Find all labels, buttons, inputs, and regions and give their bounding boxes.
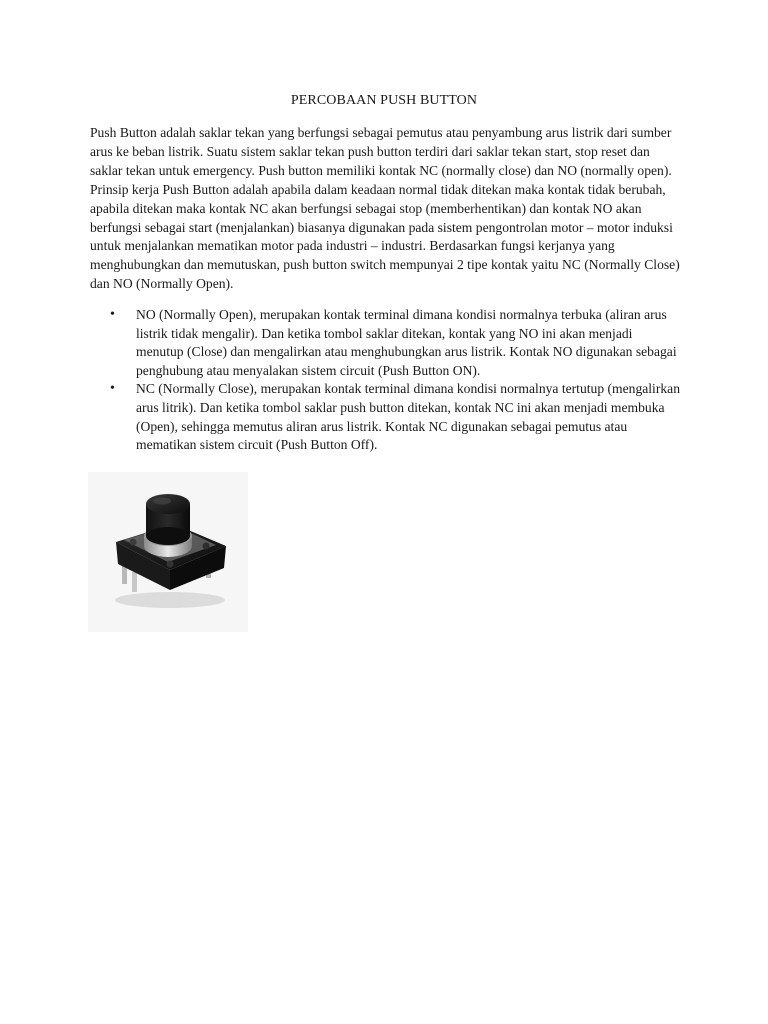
push-button-image	[88, 472, 248, 632]
page-title: PERCOBAAN PUSH BUTTON	[290, 93, 478, 108]
bullet-icon: •	[110, 381, 115, 397]
push-button-illustration-icon	[88, 472, 248, 632]
bullet-icon: •	[110, 307, 115, 322]
bullet-text-nc: NC (Normally Close), merupakan kontak terminal dimana kondisi normalnya tertutup (mengalirkan arus litrik). Dan ketika tombol saklar push button ditekan, kontak NC ini akan menjadi membuka (Open), sehingga memutus aliran arus listrik. Kontak NC digunakan sebagai pemutus atau mematikan sistem circuit (Push Button Off).	[136, 381, 680, 453]
list-item	[90, 306, 682, 380]
bullet-text-no: NO (Normally Open), merupakan kontak terminal dimana kondisi normalnya terbuka (aliran arus listrik tidak mengalir). Dan ketika tombol saklar ditekan, kontak yang NO ini akan menjadi menutup (Close) dan mengalirkan atau menghubungkan arus listrik. Kontak NO digunakan sebagai penghubung atau menyalakan sistem circuit (Push Button ON).	[136, 307, 677, 378]
list-item	[90, 380, 682, 454]
bullet-list	[90, 306, 682, 455]
intro-paragraph: Push Button adalah saklar tekan yang berfungsi sebagai pemutus atau penyambung arus listrik dari sumber arus ke beban listrik. Suatu sistem saklar tekan push button terdiri dari saklar tekan start, stop reset dan saklar tekan untuk emergency. Push button memiliki kontak NC (normally close) dan NO (normally open). Prinsip kerja Push Button adalah apabila dalam keadaan normal tidak ditekan maka kontak tidak berubah, apabila ditekan maka kontak NC akan berfungsi sebagai stop (memberhentikan) dan kontak NO akan berfungsi sebagai start (menjalankan) biasanya digunakan pada sistem pengontrolan motor – motor induksi untuk menjalankan mematikan motor pada industri – industri. Berdasarkan fungsi kerjanya yang menghubungkan dan memutuskan, push button switch mempunyai 2 tipe kontak yaitu NC (Normally Close) dan NO (Normally Open).	[90, 125, 680, 292]
